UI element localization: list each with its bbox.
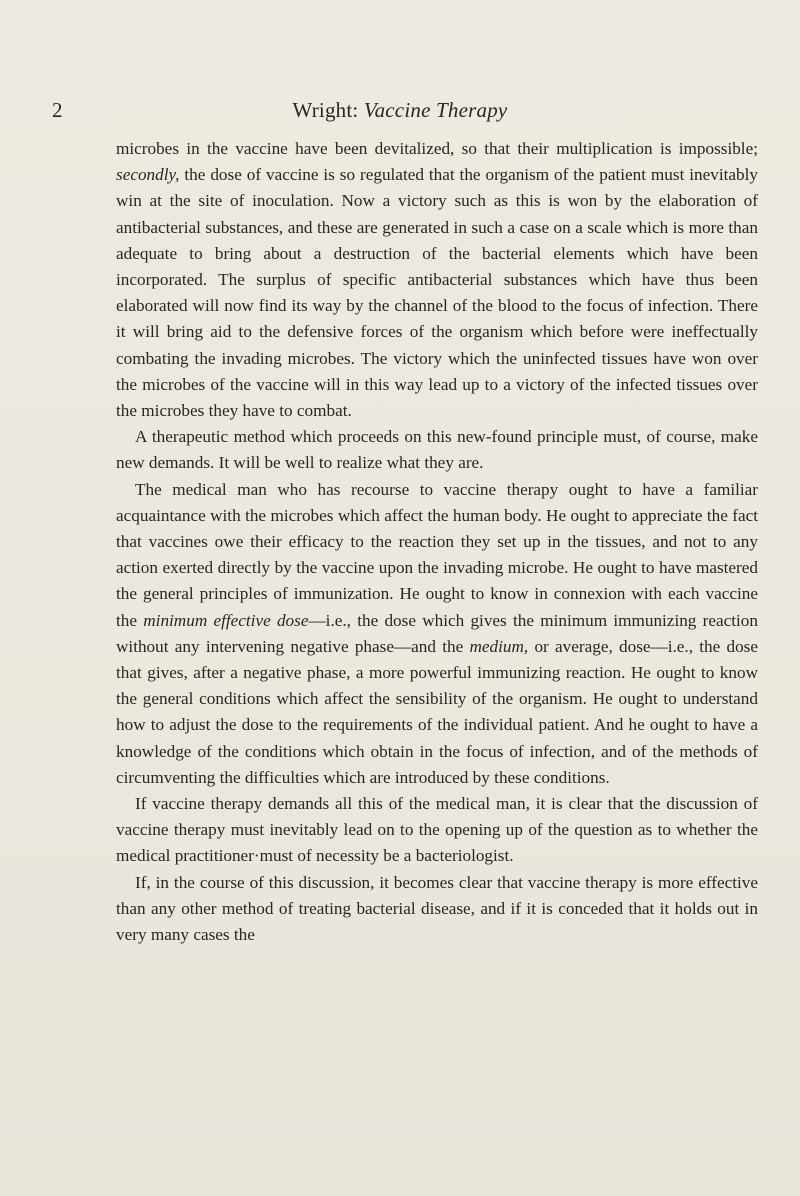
paragraph-3-text-c: or average, dose—i.e., the dose that gives, after a negative phase, a more powerful immunizing reaction. He ought to know the general conditions which affect the sensibility of the organism. He ought to understand how to adjust the dose to the requirements of the individual patient. And he ought to have a knowledge of the conditions which obtain in the focus of infection, and of the methods of circumventing the difficulties which are introduced by these conditions. bbox=[116, 636, 758, 787]
running-head-title: Vaccine Therapy bbox=[363, 98, 508, 122]
paragraph-3-text-b: —i.e., the dose which gives the minimum immunizing reaction without any intervening negative phase—and the bbox=[116, 610, 758, 656]
paragraph-3-text-a: The medical man who has recourse to vaccine therapy ought to have a familiar acquaintance with the microbes which affect the human body. He ought to appreciate the fact that vaccines owe their efficacy to the reaction they set up in the tissues, and not to any action exerted directly by the vaccine upon the invading microbe. He ought to have mastered the general principles of immunization. He ought to know in connexion with each vaccine the bbox=[116, 479, 758, 630]
page-number: 2 bbox=[52, 98, 63, 122]
paragraph-1 bbox=[116, 136, 758, 424]
paragraph-5: If, in the course of this discussion, it becomes clear that vaccine therapy is more effective than any other method of treating bacterial disease, and if it is conceded that it holds out in very many cases the bbox=[116, 872, 758, 945]
paragraph-4: If vaccine therapy demands all this of the medical man, it is clear that the discussion of vaccine therapy must inevitably lead on to the opening up of the question as to whether the medical practitioner·must of necessity be a bacteriologist. bbox=[116, 794, 758, 866]
paragraph-3-emphasis-medium: medium, bbox=[469, 636, 529, 656]
paragraph-1-text-b: the dose of vaccine is so regulated that the organism of the patient must inevitably win at the site of inoculation. Now a victory such as this is won by the elaboration of antibacterial substances, and these are generated in such a case on a scale which is more than adequate to bring about a destruction of the bacterial elements which have been incorporated. The surplus of specific antibacterial substances which have thus been elaborated will now find its way by the channel of the blood to the focus of infection. There it will bring aid to the defensive forces of the organism which before were ineffectually combating the invading microbes. The victory which the uninfected tissues have won over the microbes of the vaccine will in this way lead up to a victory of the infected tissues over the microbes they have to combat. bbox=[116, 165, 758, 421]
paragraph-3-emphasis-minimum-dose: minimum effective dose bbox=[143, 610, 309, 630]
paragraph-3 bbox=[116, 477, 758, 791]
running-head bbox=[0, 98, 800, 122]
running-head-author: Wright bbox=[292, 98, 353, 122]
paragraph-1-emphasis: secondly, bbox=[116, 165, 180, 185]
paragraph-1-text-a: microbes in the vaccine have been devitalized, so that their multiplication is impossible; bbox=[116, 139, 758, 158]
body-text bbox=[116, 136, 758, 948]
running-head-separator: : bbox=[352, 98, 364, 122]
paragraph-2: A therapeutic method which proceeds on this new-found principle must, of course, make new demands. It will be well to realize what they are. bbox=[116, 427, 758, 473]
